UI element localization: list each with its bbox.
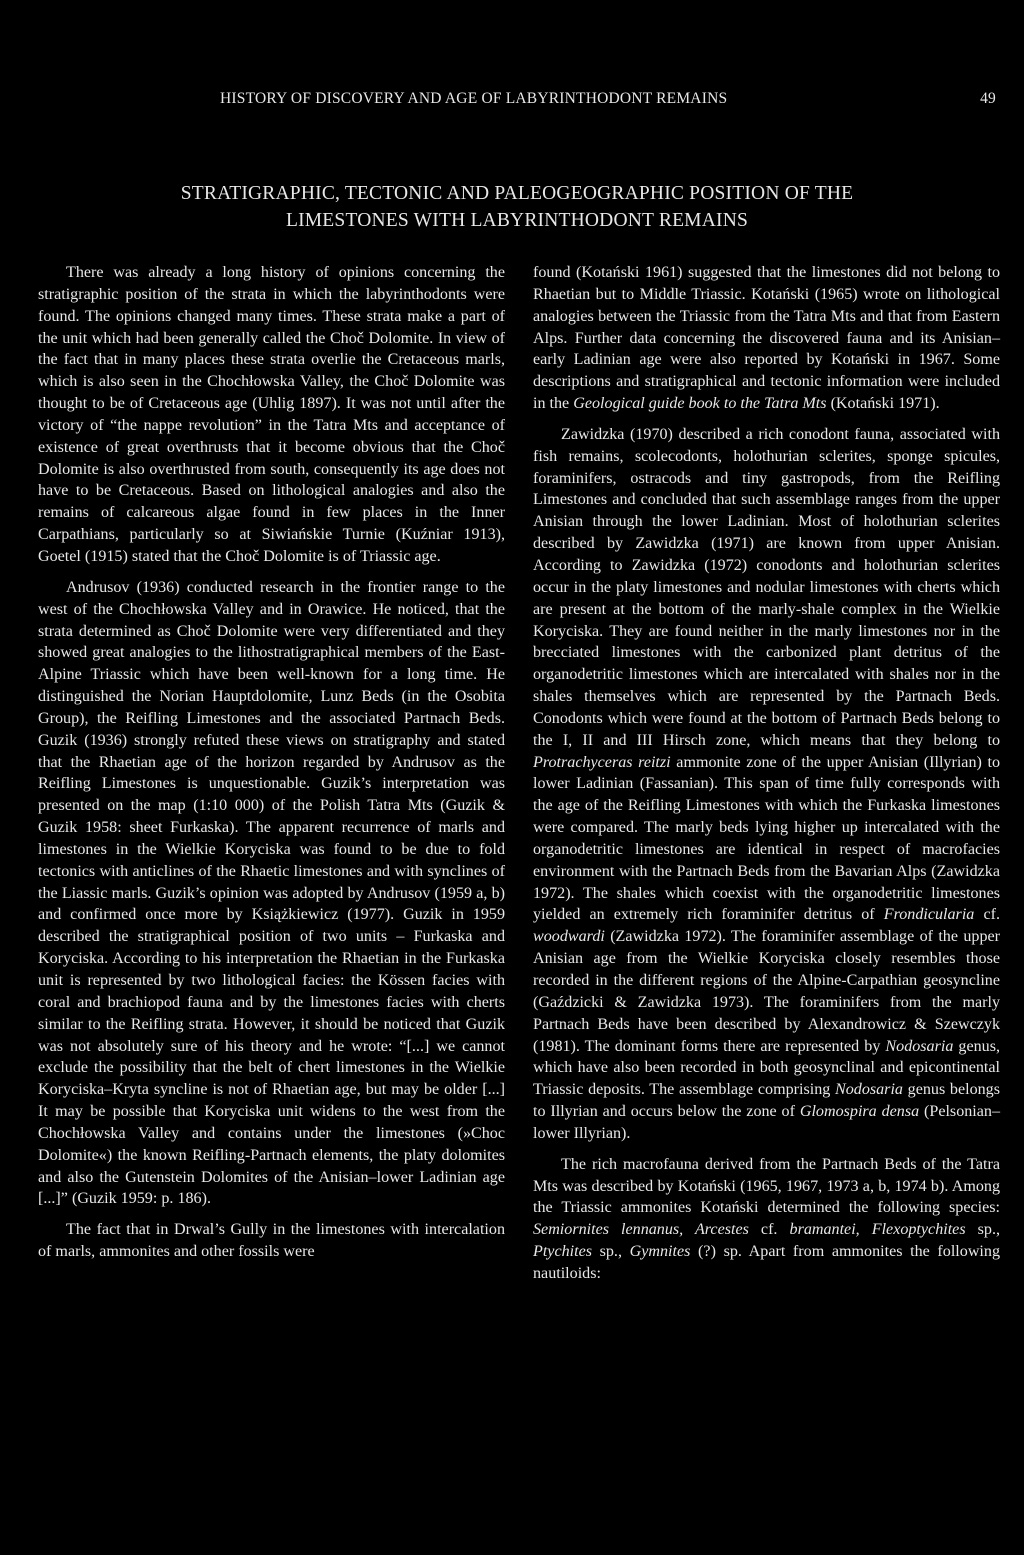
right-p2-italic-1: Protrachyceras reitzi [533,753,671,771]
right-p1-text-a: found (Kotański 1961) suggested that the limestones did not belong to Rhaetian but to Middle Triassic. Kotański (1965) wrote on lithological analogies between the Triassic from the Tatra Mts and that from Eastern Alps. Further data concerning the discovered fauna and its Anisian–early Ladinian age were also reported by Kotański in 1967. Some descriptions and stratigraphical and tectonic information were included in the [533,264,1000,413]
right-p2-italic-4: Nodosaria [885,1037,954,1055]
right-p2-text-c: cf. [974,906,1000,924]
right-p1-italic: Geological guide book to the Tatra Mts [573,395,827,413]
left-paragraph-3: The fact that in Drwal’s Gully in the limestones with intercalation of marls, ammonites and other fossils were [38,1221,505,1261]
right-p2-text-d: (Zawidzka 1972). The foraminifer assemblage of the upper Anisian age from the Wielkie Koryciska closely resembles those recorded in the different regions of the Alpine-Carpathian geosyncline (Gaździcki & Zawidzka 1973). The foraminifers from the marly Partnach Beds have been described by Alexandrowicz & Szewczyk (1981). The dominant forms there are represented by [533,928,1000,1055]
right-p3-italic-1: Semiornites lennanus, Arcestes [533,1221,749,1239]
right-p2-text-g: (Pelsonian–lower Illyrian). [533,1103,1000,1142]
section-heading [38,180,996,234]
right-p3-text-d: sp., [591,1243,630,1261]
section-heading-line-2: LIMESTONES WITH LABYRINTHODONT REMAINS [285,210,749,231]
left-paragraph-2: Andrusov (1936) conducted research in the frontier range to the west of the Chochłowska Valley and in Orawice. He noticed, that the strata determined as Choč Dolomite were very differentiated and they showed great analogies to the lithostratigraphical members of the East-Alpine Triassic which have been well-known for a long time. He distinguished the Norian Hauptdolomite, Lunz Beds (in the Osobita Group), the Reifling Limestones and the associated Partnach Beds. Guzik (1936) strongly refuted these views on stratigraphy and stated that the Rhaetian age of the horizon regarded by Andrusov as the Reifling Limestones is unquestionable. Guzik’s interpretation was presented on the map (1:10 000) of the Polish Tatra Mts (Guzik & Guzik 1958: sheet Furkaska). The apparent recurrence of marls and limestones in the Wielkie Koryciska was found to be due to fold tectonics with anticlines of the Rhaetic limestones and with synclines of the Liassic marls. Guzik’s opinion was adopted by Andrusov (1959 a, b) and confirmed once more by Książkiewicz (1977). Guzik in 1959 described the stratigraphical position of two units – Furkaska and Koryciska. According to his interpretation the Rhaetian in the Furkaska unit is represented by two lithological facies: the Kössen facies with coral and brachiopod fauna and by the limestones facies with cherts similar to the Reifling strata. However, it should be noticed that Guzik was not absolutely sure of his theory and he wrote: “[...] we cannot exclude the possibility that the belt of chert limestones in the Wielkie Koryciska–Kryta syncline is not of Rhaetian age, but may be older [...] It may be possible that Koryciska unit widens to the west from the Chochłowska Valley and contains under the limestones (»Choc Dolomite«) the known Reifling-Partnach elements, the platy dolomites and also the Gutenstein Dolomites of the Anisian–lower Ladinian age [...]” (Guzik 1959: p. 186). [38,578,505,1208]
right-p3-text-a: The rich macrofauna derived from the Partnach Beds of the Tatra Mts was described by Kotański (1965, 1967, 1973 a, b, 1974 b). Among the Triassic ammonites Kotański determined the following species: [533,1155,1000,1217]
right-p2-italic-5: Nodosaria [835,1081,903,1099]
right-p2-italic-6: Glomospira densa [799,1103,920,1121]
right-p2-text-b: ammonite zone of the upper Anisian (Illyrian) to lower Ladinian (Fassanian). This span of time fully corresponds with the age of the Reifling Limestones with which the Furkaska limestones were compared. The marly beds lying higher up intercalated with the organodetritic limestones are identical in respect of macrofacies environment with the Partnach Beds from the Bavarian Alps (Zawidzka 1972). The shales which coexist with the organodetritic limestones yielded an extremely rich foraminifer detritus of [533,753,1001,924]
right-column [533,262,1000,1285]
right-paragraph-2 [533,424,1000,1145]
right-p2-text-f: genus belongs to Illyrian and occurs below the zone of [533,1081,1000,1121]
left-column [38,262,505,1263]
running-title: HISTORY OF DISCOVERY AND AGE OF LABYRINTHODONT REMAINS [220,90,728,107]
right-p1-text-b: (Kotański 1971). [826,395,940,413]
right-p3-text-b: cf. [748,1221,790,1239]
right-p3-text-c: sp., [965,1221,1001,1239]
right-p2-text-e: genus, which have also been recorded in both geosynclinal and epicontinental Triassic deposits. The assemblage comprising [533,1037,1001,1099]
right-p3-italic-2: bramantei, Flexoptychites [789,1221,966,1239]
right-p2-italic-2: Frondicularia [883,906,975,924]
right-p3-text-e: (?) sp. Apart from ammonites the following nautiloids: [533,1243,1001,1282]
left-paragraph-1: There was already a long history of opinions concerning the stratigraphic position of the strata in which the labyrinthodonts were found. The opinions changed many times. These strata make a part of the unit which had been generally called the Choč Dolomite. In view of the fact that in many places these strata overlie the Cretaceous marls, which is also seen in the Chochłowska Valley, the Choč Dolomite was thought to be of Cretaceous age (Uhlig 1897). It was not until after the victory of “the nappe revolution” in the Tatra Mts and acceptance of existence of great overthrusts that it become obvious that the Choč Dolomite is also overthrusted from south, consequently its age does not have to be Cretaceous. Based on lithological analogies and also the remains of calcareous algae found in few places in the Inner Carpathians, particularly so at Siwiańskie Turnie (Kuźniar 1913), Goetel (1915) stated that the Choč Dolomite is of Triassic age. [38,264,505,565]
right-p2-text-a: Zawidzka (1970) described a rich conodont fauna, associated with fish remains, scolecodonts, holothurian sclerites, sponge spicules, foraminifers, ostracods and tiny gastropods, from the Reifling Limestones and concluded that such assemblage ranges from the upper Anisian through the lower Ladinian. Most of holothurian sclerites described by Zawidzka (1971) are known from upper Anisian. According to Zawidzka (1972) conodonts and holothurian sclerites occur in the platy limestones and nodular limestones with cherts which are present at the bottom of the marly-shale complex in the Wielkie Koryciska. They are found neither in the marly limestones nor in the brecciated limestones with the carbonized plant detritus of the organodetritic limestones which are intercalated with shales nor in the shales themselves which are represented by the Partnach Beds. Conodonts which were found at the bottom of Partnach Beds belong to the I, II and III Hirsch zone, which means that they belong to [533,425,1000,749]
right-p2-italic-3: woodwardi [533,928,605,946]
right-p3-italic-4: Gymnites [629,1243,691,1261]
right-paragraph-1 [533,262,1000,415]
section-heading-line-1: STRATIGRAPHIC, TECTONIC AND PALEOGEOGRAPHIC POSITION OF THE [180,183,854,204]
right-paragraph-3 [533,1154,1000,1285]
right-p3-italic-3: Ptychites [533,1243,592,1261]
page-number: 49 [980,90,996,107]
